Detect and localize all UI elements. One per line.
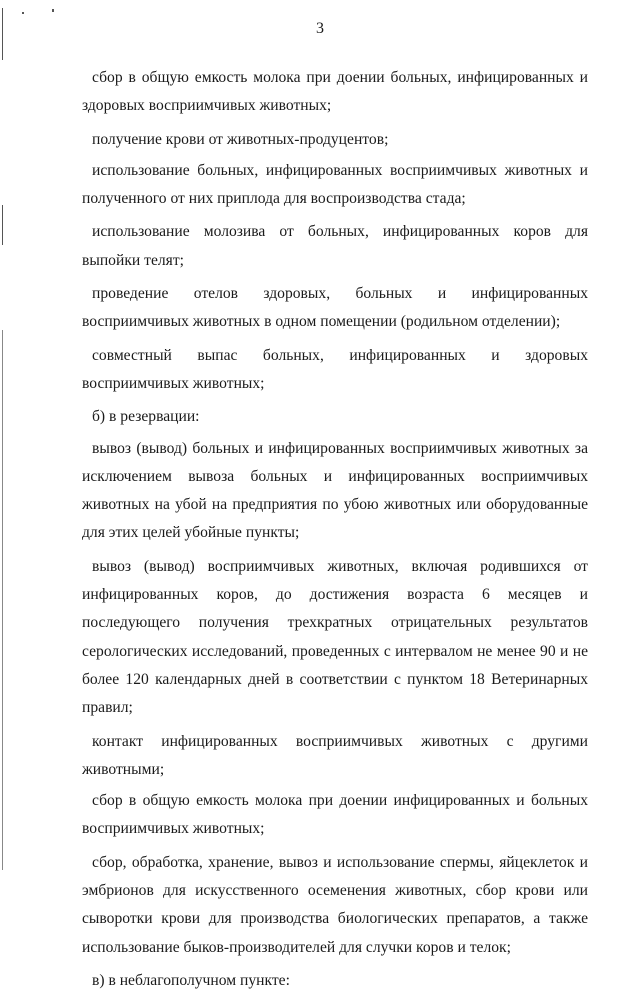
scan-speck-2 — [52, 9, 54, 12]
scan-margin-line-bottom — [2, 330, 3, 870]
paragraph-grazing: совместный выпас больных, инфицированных и здоровых восприимчивых животных; — [82, 346, 588, 392]
scan-margin-line-middle — [2, 205, 3, 245]
paragraph-removal-susceptible: вывоз (вывод) восприимчивых животных, включая родившихся от инфицированных коров, до достижения возраста 6 месяцев и последующего получения трехкратных отрицательных результатов серологических исследований, проведенных с интервалом не менее 90 и не более 120 календарных дней в соответствии с пунктом 18 Ветеринарных правил; — [82, 557, 588, 717]
paragraph-contact: контакт инфицированных восприимчивых животных с другими животными; — [82, 732, 588, 778]
paragraph-removal-sick: вывоз (вывод) больных и инфицированных восприимчивых животных за исключением вывоза больных и инфицированных восприимчивых животных на убой на предприятия по убою животных или оборудованные для этих целей убойные пункты; — [82, 439, 588, 542]
section-heading-unfavorable-point: в) в неблагополучном пункте: — [92, 971, 290, 989]
paragraph-calving: проведение отелов здоровых, больных и инфицированных восприимчивых животных в одном помещении (родильном отделении); — [82, 285, 588, 331]
paragraph-blood-producers: получение крови от животных-продуцентов; — [92, 130, 389, 148]
page-number: 3 — [316, 20, 324, 37]
paragraph-colostrum: использование молозива от больных, инфицированных коров для выпойки телят; — [82, 223, 588, 269]
paragraph-semen-embryos: сбор, обработка, хранение, вывоз и использование спермы, яйцеклеток и эмбрионов для искусственного осеменения животных, сбор крови или сыворотки крови для производства биологических препаратов, а также использование быков-производителей для случки коров и телок; — [82, 853, 588, 956]
section-heading-reservation: б) в резервации: — [92, 408, 200, 426]
document-body — [82, 64, 588, 1000]
paragraph-breeding-use: использование больных, инфицированных восприимчивых животных и полученного от них приплода для воспроизводства стада; — [82, 161, 588, 208]
paragraph-milk-collection: сбор в общую емкость молока при доении больных, инфицированных и здоровых восприимчивых животных; — [82, 69, 588, 115]
paragraph-milk-infected: сбор в общую емкость молока при доении инфицированных и больных восприимчивых животных; — [82, 792, 588, 838]
scan-speck-1 — [22, 12, 24, 14]
